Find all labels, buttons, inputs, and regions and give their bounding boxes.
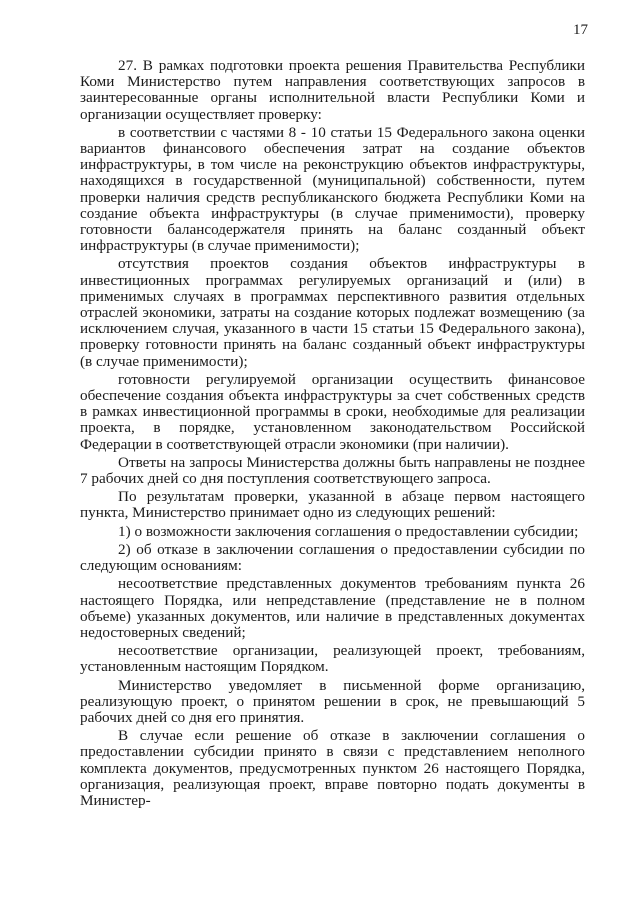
paragraph-decision-1: 1) о возможности заключения соглашения о предоставлении субсидии; [118,522,579,540]
paragraph-ground-organization: несоответствие организации, реализующей проект, требованиям, установленным настоящим Порядком. [80,642,585,676]
paragraph-resubmission: В случае если решение об отказе в заключении соглашения о предоставлении субсидии принято в связи с представлением неполного комплекта документов, предусмотренных пунктом 26 настоящего Порядка, организация, реализующая проект, вправе повторно подать документы в Министер- [80,727,585,809]
paragraph-notification: Министерство уведомляет в письменной форме организацию, реализующую проект, о принятом решении в срок, не превышающий 5 рабочих дней со дня его принятия. [80,676,585,726]
paragraph-clause-27: 27. В рамках подготовки проекта решения Правительства Республики Коми Министерство путем направления соответствующих запросов в заинтересованные органы исполнительной власти Республики Коми и организации осуществляет проверку: [80,57,585,123]
paragraph-check-absence: отсутствия проектов создания объектов инфраструктуры в инвестиционных программах регулируемых организаций и (или) в применимых случаях в программах перспективного развития отдельных отраслей экономики, затраты на создание которых подлежат возмещению (за исключением случая, указанного в части 15 статьи 15 Федерального закона), проверку готовности принять на баланс созданный объект инфраструктуры (в случае применимости); [80,255,585,370]
document-body [80,58,585,809]
paragraph-check-funding: в соответствии с частями 8 - 10 статьи 15 Федерального закона оценки вариантов финансового обеспечения затрат на создание объектов инфраструктуры, в том числе на реконструкцию объектов инфраструктуры, находящихся в государственной (муниципальной) собственности, путем проверки наличия средств республиканского бюджета Республики Коми на создание объекта инфраструктуры (в случае применимости), проверку готовности балансодержателя принять на баланс созданный объект инфраструктуры (в случае применимости); [80,123,585,255]
paragraph-response-deadline: Ответы на запросы Министерства должны быть направлены не позднее 7 рабочих дней со дня поступления соответствующего запроса. [80,453,585,488]
paragraph-decision-intro: По результатам проверки, указанной в абзаце первом настоящего пункта, Министерство принимает одно из следующих решений: [80,488,585,522]
paragraph-ground-documents: несоответствие представленных документов требованиям пункта 26 настоящего Порядка, или непредставление (представление не в полном объеме) указанных документов, или наличие в представленных документах недостоверных сведений; [80,575,585,641]
paragraph-check-readiness: готовности регулируемой организации осуществить финансовое обеспечение создания объекта инфраструктуры за счет собственных средств в рамках инвестиционной программы в сроки, необходимые для реализации проекта, в порядке, установленном законодательством Российской Федерации в соответствующей отрасли экономики (при наличии). [80,370,585,453]
page-number: 17 [573,22,588,38]
paragraph-decision-2: 2) об отказе в заключении соглашения о предоставлении субсидии по следующим основаниям: [80,540,585,575]
